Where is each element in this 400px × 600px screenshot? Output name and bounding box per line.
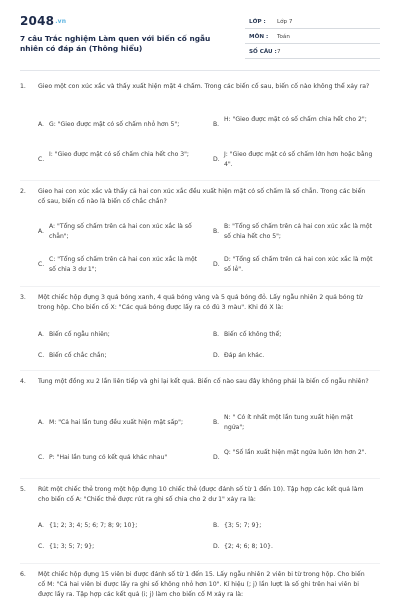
question-number: 1.: [20, 83, 26, 90]
option-letter: A.: [38, 228, 44, 235]
meta-label-class: LỚP :: [249, 19, 266, 25]
option-letter: C.: [38, 543, 45, 550]
question-divider: [20, 370, 380, 371]
question-text: Gieo hai con xúc xắc và thấy cả hai con xúc xắc đều xuất hiện mặt có số chấm là số chẵn. Trong các biến cố sau, biến cố nào là biến cố chắc chắn?: [38, 188, 366, 205]
meta-value-count: 7: [277, 49, 281, 55]
option-text: Đáp án khác.: [224, 352, 265, 359]
option-text: C: "Tổng số chấm trên cả hai con xúc xắc là một số chia 3 dư 1";: [49, 256, 198, 273]
question-divider: [20, 180, 380, 181]
header-divider: [20, 70, 380, 71]
meta-row-count: [245, 44, 380, 59]
option-text: M: "Cả hai lần tung đều xuất hiện mặt sấp";: [49, 419, 184, 426]
question-5: [20, 485, 380, 505]
question-4: [20, 377, 380, 397]
option-letter: A.: [38, 419, 44, 426]
meta-value-class: Lớp 7: [277, 19, 293, 25]
option-letter: B.: [213, 419, 220, 426]
option-letter: C.: [38, 156, 45, 163]
question-text: Tung một đồng xu 2 lần liên tiếp và ghi lại kết quả. Biến cố nào sau đây không phải là biến cố ngẫu nhiên?: [38, 378, 369, 385]
option-letter: D.: [213, 261, 220, 268]
question-number: 5.: [20, 486, 26, 493]
option-text: P: "Hai lần tung có kết quả khác nhau": [49, 454, 168, 461]
question-text: Gieo một con xúc xắc và thấy xuất hiện mặt 4 chấm. Trong các biến cố sau, biến cố nào không thể xảy ra?: [38, 83, 370, 90]
option-letter: C.: [38, 352, 45, 359]
option-text: Biến cố không thể;: [224, 331, 282, 338]
option-text: J: "Gieo được mặt có số chấm lớn hơn hoặc bằng 4".: [224, 151, 373, 168]
option-text: I: "Gieo được mặt có số chấm chia hết cho 3";: [49, 151, 189, 158]
option-text: N: " Có ít nhất một lần tung xuất hiện mặt ngửa";: [224, 414, 353, 431]
option-letter: D.: [213, 454, 220, 461]
meta-label-count: SỐ CÂU :: [249, 49, 277, 55]
meta-label-subject: MÔN :: [249, 34, 269, 40]
option-letter: D.: [213, 352, 220, 359]
option-text: A: "Tổng số chấm trên cả hai con xúc xắc là số chẵn";: [49, 223, 192, 240]
option-text: {2; 4; 6; 8; 10}.: [224, 543, 273, 550]
question-number: 4.: [20, 378, 26, 385]
document-title: 7 câu Trắc nghiệm Làm quen với biến cố ngẫu nhiên có đáp án (Thông hiểu): [20, 34, 211, 53]
option-letter: C.: [38, 261, 45, 268]
option-text: {3; 5; 7; 9};: [224, 522, 262, 529]
meta-row-class: [245, 14, 380, 29]
option-text: {1; 3; 5; 7; 9};: [49, 543, 95, 550]
option-letter: D.: [213, 156, 220, 163]
option-letter: B.: [213, 522, 220, 529]
meta-value-subject: Toán: [277, 34, 290, 40]
question-number: 2.: [20, 188, 26, 195]
question-divider: [20, 478, 380, 479]
option-text: {1; 2; 3; 4; 5; 6; 7; 8; 9; 10};: [49, 522, 138, 529]
option-letter: B.: [213, 331, 220, 338]
option-letter: D.: [213, 543, 220, 550]
question-2: [20, 187, 380, 207]
option-text: Biến cố chắc chắn;: [49, 352, 107, 359]
question-6: [20, 570, 380, 600]
question-divider: [20, 286, 380, 287]
question-text: Rút một chiếc thẻ trong một hộp đựng 10 chiếc thẻ (được đánh số từ 1 đến 10). Tập hợp các kết quả làm cho biến cố A: "Chiếc thẻ được rút ra ghi số chia cho 2 dư 1" xảy ra là:: [38, 486, 364, 503]
question-divider: [20, 563, 380, 564]
option-text: B: "Tổng số chấm trên cả hai con xúc xắc là một số chia hết cho 5";: [224, 223, 372, 240]
logo-main-text: 2048: [20, 14, 55, 28]
option-text: H: "Gieo được mặt có số chấm chia hết cho 2";: [224, 116, 367, 123]
meta-table: [245, 14, 380, 59]
meta-row-subject: [245, 29, 380, 44]
option-letter: A.: [38, 522, 44, 529]
option-text: G: "Gieo được mặt có số chấm nhỏ hơn 5";: [49, 121, 180, 128]
option-letter: A.: [38, 121, 44, 128]
question-number: 6.: [20, 571, 26, 578]
option-text: Q: "Số lần xuất hiện mặt ngửa luôn lớn hơn 2".: [224, 449, 367, 456]
option-text: Biến cố ngẫu nhiên;: [49, 331, 110, 338]
question-text: Một chiếc hộp đựng 3 quả bóng xanh, 4 quả bóng vàng và 5 quả bóng đỏ. Lấy ngẫu nhiên 2 quả bóng từ trong hộp. Cho biến cố X: "Các quả bóng được lấy ra có đủ 3 màu". Khi đó X là:: [38, 294, 363, 311]
option-letter: B.: [213, 121, 220, 128]
question-number: 3.: [20, 294, 26, 301]
option-text: D: "Tổng số chấm trên cả hai con xúc xắc là một số lẻ".: [224, 256, 373, 273]
option-letter: B.: [213, 228, 220, 235]
document-header: [20, 14, 380, 60]
logo-tld-text: .vn: [55, 18, 67, 25]
site-logo[interactable]: [20, 14, 66, 28]
question-1: [20, 82, 380, 102]
option-letter: C.: [38, 454, 45, 461]
question-text: Một chiếc hộp đựng 15 viên bi được đánh số từ 1 đến 15. Lấy ngẫu nhiên 2 viên bi từ trong hộp. Cho biến cố M: "Cả hai viên bi được lấy ra ghi số không nhỏ hơn 10". Kí hiệu (; j) lần lượt là số ghi trên hai viên bi được lấy ra. Tập hợp các kết quả (i; j) làm cho biến cố M xảy ra là:: [38, 571, 365, 598]
question-3: [20, 293, 380, 313]
option-letter: A.: [38, 331, 44, 338]
